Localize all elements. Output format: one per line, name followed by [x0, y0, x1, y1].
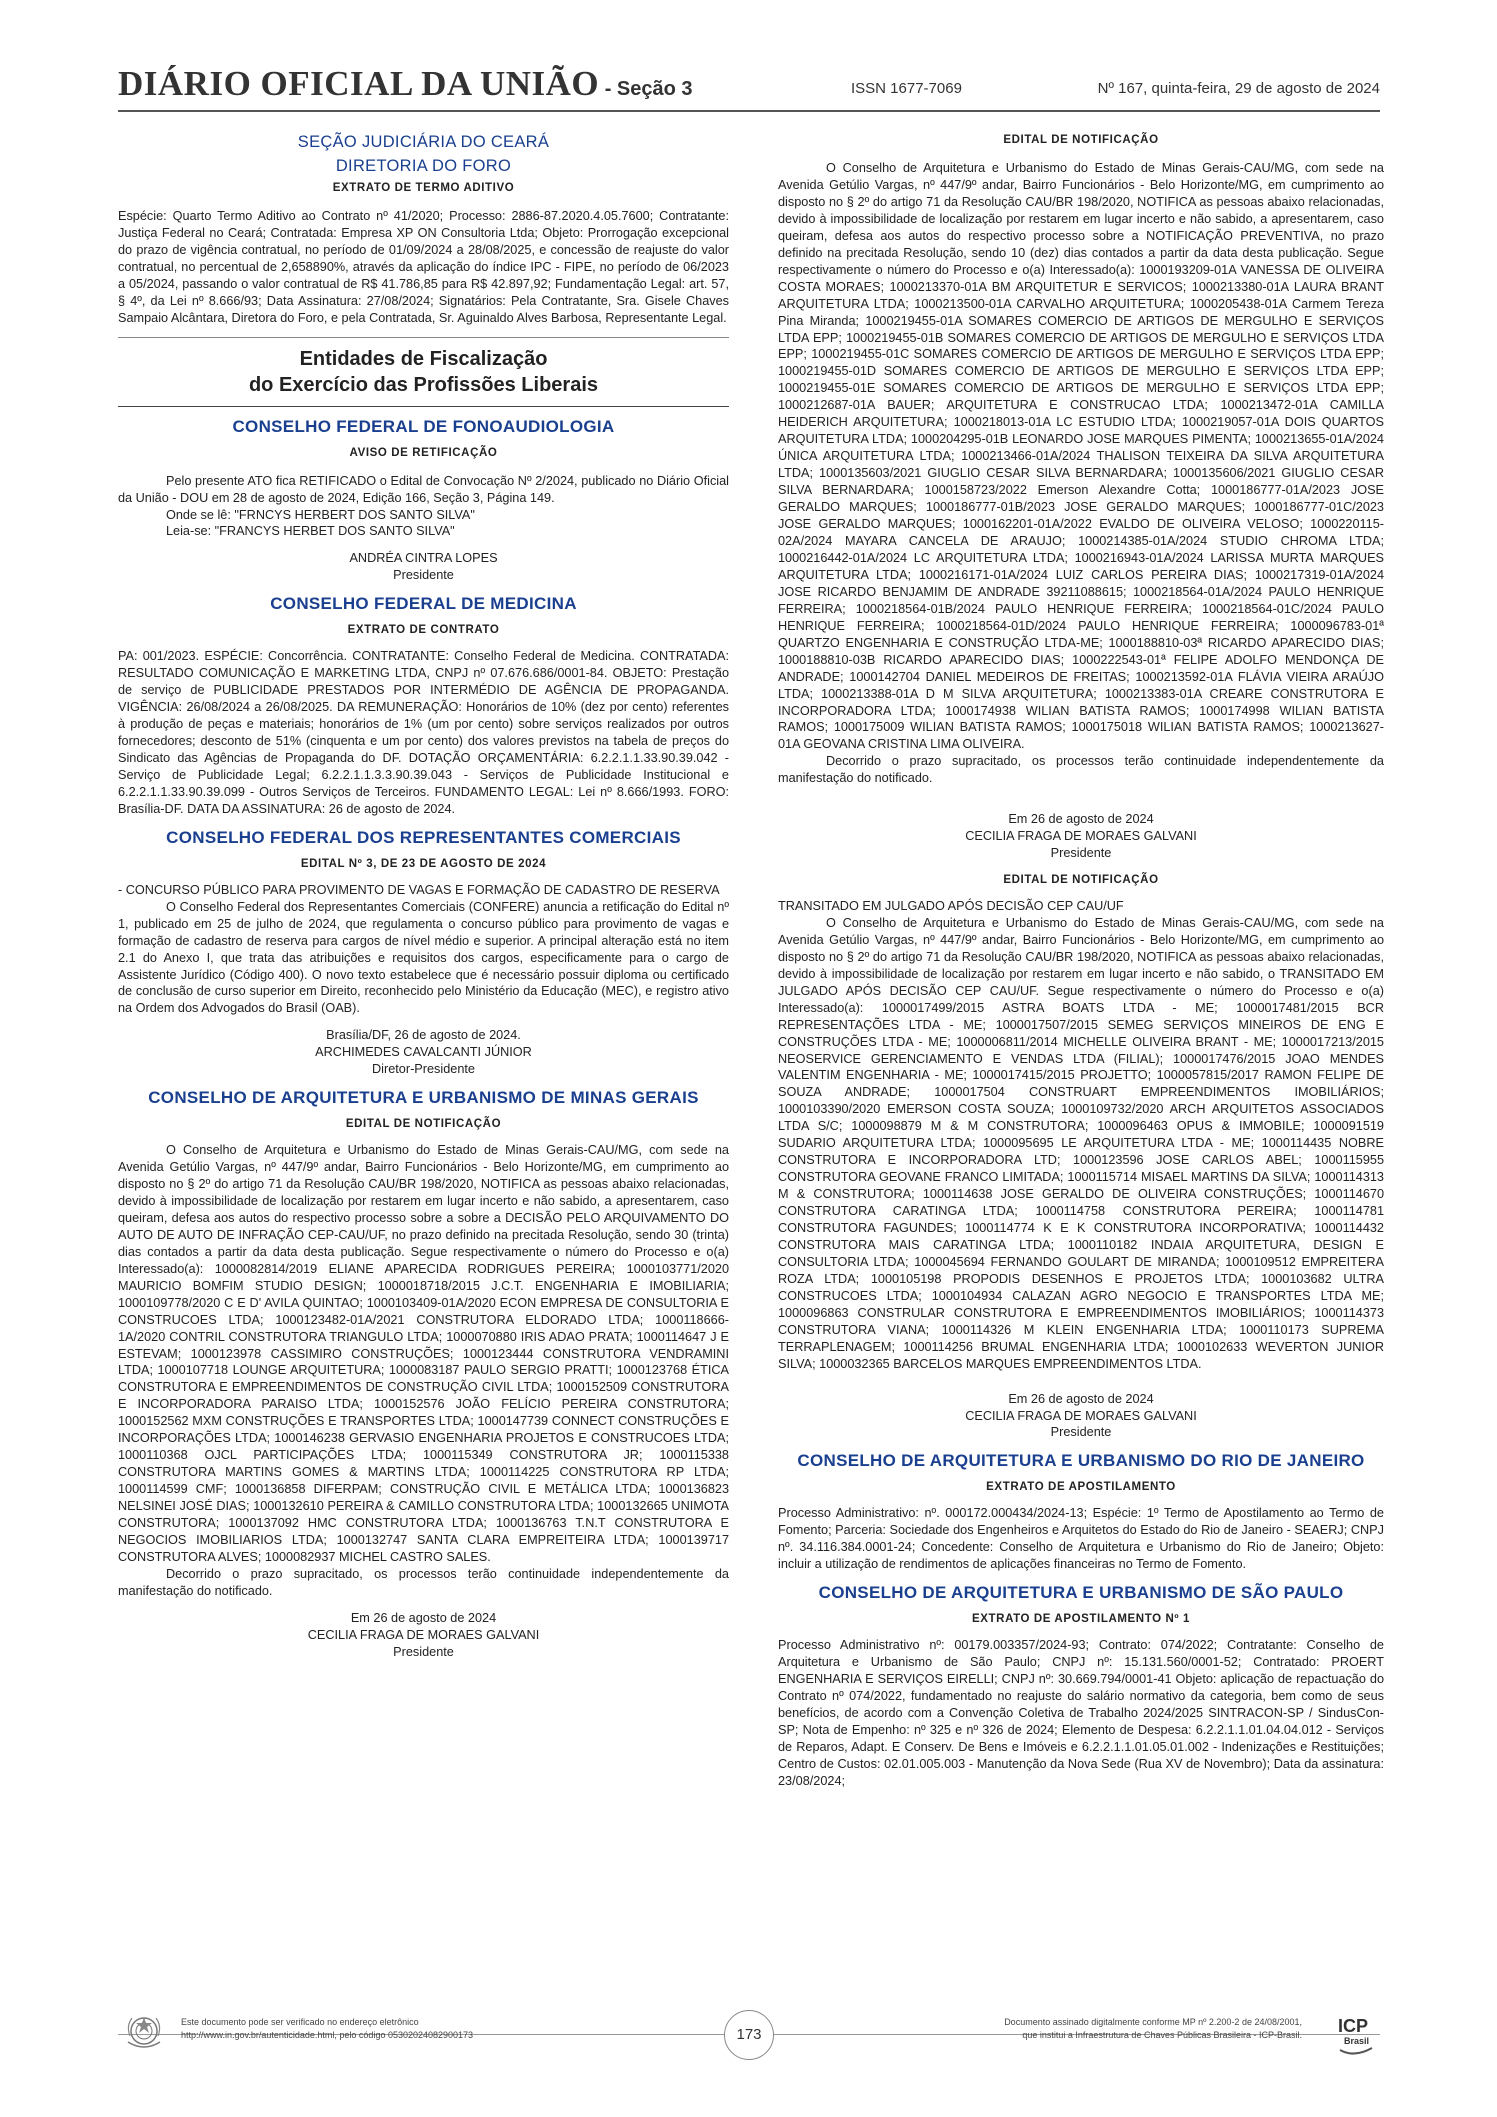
notice-date: Em 26 de agosto de 2024	[1008, 812, 1154, 827]
icp-logo-subtext: Brasil	[1344, 2036, 1370, 2046]
notice-heading: EDITAL Nº 3, DE 23 DE AGOSTO DE 2024	[300, 857, 547, 870]
signature-line-2: que institui a Infraestrutura de Chaves Públicas Brasileira - ICP-Brasil.	[1022, 2030, 1302, 2040]
left-column	[118, 130, 729, 1661]
issue-date: Nº 167, quinta-feira, 29 de agosto de 2024	[1097, 80, 1380, 97]
entidades-banner	[118, 346, 729, 398]
place-date: Brasília/DF, 26 de agosto de 2024.	[326, 1028, 521, 1043]
caumg-notice	[118, 1088, 729, 1660]
notice-date: Em 26 de agosto de 2024	[1008, 1391, 1154, 1406]
notice-closing: Decorrido o prazo supracitado, os processos terão continuidade independentemente da manifestação do notificado.	[118, 1566, 729, 1598]
divider	[118, 406, 729, 407]
page-footer	[118, 2010, 1380, 2065]
verification-note	[181, 2016, 473, 2042]
banner-line-1: Entidades de Fiscalização	[299, 347, 548, 370]
signatory-name: CECILIA FRAGA DE MORAES GALVANI	[965, 829, 1197, 844]
signatory-role: Presidente	[1050, 1425, 1112, 1440]
caumg-edital-transitado	[778, 874, 1384, 1441]
icp-brasil-logo	[1320, 2010, 1380, 2062]
signatory-name: CECILIA FRAGA DE MORAES GALVANI	[307, 1627, 540, 1642]
divider	[118, 337, 729, 338]
coat-of-arms-icon	[122, 2012, 166, 2054]
right-column	[778, 130, 1384, 1790]
notice-heading: EXTRATO DE CONTRATO	[347, 624, 500, 637]
org-title: CONSELHO DE ARQUITETURA E URBANISMO DE SÃO PAULO	[818, 1583, 1344, 1603]
ceara-notice	[118, 130, 729, 327]
org-title: CONSELHO FEDERAL DOS REPRESENTANTES COMERCIAIS	[166, 827, 681, 847]
org-title: CONSELHO FEDERAL DE MEDICINA	[270, 594, 577, 614]
correction-line-1: Onde se lê: "FRNCYS HERBERT DOS SANTO SILVA"	[166, 507, 475, 522]
notice-body: Pelo presente ATO fica RETIFICADO o Edital de Convocação Nº 2/2024, publicado no Diário Oficial da União - DOU em 28 de agosto de 2024, Edição 166, Seção 3, Página 149.	[118, 473, 729, 505]
notice-heading: EDITAL DE NOTIFICAÇÃO	[345, 1118, 502, 1131]
medicina-notice	[118, 594, 729, 818]
org-title: CONSELHO FEDERAL DE FONOAUDIOLOGIA	[232, 416, 615, 436]
notice-body: O Conselho de Arquitetura e Urbanismo do Estado de Minas Gerais-CAU/MG, com sede na Avenida Getúlio Vargas, nº 447/9º andar, Bairro Funcionários - Belo Horizonte/MG, em cumprimento ao disposto no § 2º do artigo 71 da Resolução CAU/BR 198/2020, NOTIFICA as pessoas abaixo relacionadas, devido à impossibilidade de localização por restarem em lugar incerto e não sabido, a apresentarem, caso queiram, defesa aos autos do respectivo processo sobre a sobre a DECISÃO PELO ARQUIVAMENTO DO AUTO DE AUTO DE INFRAÇÃO CEP-CAU/UF, no prazo definido na precitada Resolução, sendo 30 (trinta) dias contados a partir da data desta publicação. Segue respectivamente o número do Processo e o(a) Interessado(a): 1000082814/2019 ELIANE APARECIDA RODRIGUES PEREIRA; 1000103771/2020 MAURICIO BOMFIM STUDIO DESIGN; 1000018718/2015 J.C.T. ENGENHARIA E IMOBILIARIA; 1000109778/2020 C E D' AVILA QUINTAO; 1000103409-01A/2020 ECON EMPRESA DE CONSULTORIA E CONSTRUCOES LTDA; 1000123482-01A/2021 CONSTRUTORA ELDORADO LTDA; 1000118666- 1A/2020 CONTRIL CONSTRUTORA TRIANGULO LTDA; 1000070880 IRIS ADAO PRATA; 1000114647 J E ESTEVAM; 1000123978 CASSIMIRO CONSTRUÇÕES; 1000123444 CONSTRUTORA VENDRAMINI LTDA; 1000107718 LOUNGE ARQUITETURA; 1000083187 PAULO SERGIO PRATTI; 1000123768 ÉTICA CONSTRUTORA E EMPREENDIMENTOS DE CONSTRUÇÃO CIVIL LTDA; 1000152509 CONSTRUTORA E INCORPORADORA PARAISO LTDA; 1000152576 JOÃO FELÍCIO PEREIRA CONSTRUTORA; 1000152562 MXM CONSTRUÇÕES E TRANSPORTES LTDA; 1000147739 CONNECT CONSTRUÇÕES E INCORPORAÇÕES LTDA; 1000146238 GERVASIO ENGENHARIA PROJETOS E CONSTRUCOES LTDA; 1000110368 OJCL PARTICIPAÇÕES LTDA; 1000115349 CONSTRUTORA JR; 1000115338 CONSTRUTORA MARTINS GOMES & MARTINS LTDA; 1000114225 CONSTRUTORA RP LTDA; 1000114599 CMF; 1000136858 DIFERPAM; CONSTRUÇÃO CIVIL E METÁLICA LTDA; 1000136823 NELSINEI JOSÉ DIAS; 1000132610 PEREIRA & CAMILLO CONSTRUTORA LTDA; 1000132665 UNIMOTA CONSTRUTORA; 1000137092 HMC CONSTRUTORA LTDA; 1000136763 T.N.T CONSTRUTORA E NEGOCIOS IMOBILIARIOS LTDA; 1000132747 SANTA CLARA EMPREITEIRA LTDA; 1000139717 CONSTRUTORA ALVES; 1000082937 MICHEL CASTRO SALES.	[118, 1143, 729, 1564]
notice-intro: TRANSITADO EM JULGADO APÓS DECISÃO CEP CAU/UF	[778, 898, 1124, 913]
notice-date: Em 26 de agosto de 2024	[350, 1610, 497, 1625]
notice-heading: EDITAL DE NOTIFICAÇÃO	[1003, 873, 1159, 886]
section-title: SEÇÃO JUDICIÁRIA DO CEARÁ	[297, 133, 550, 151]
signature-line-1: Documento assinado digitalmente conforme MP nº 2.200-2 de 24/08/2001,	[1004, 2017, 1302, 2027]
subsection-title: DIRETORIA DO FORO	[335, 157, 512, 175]
notice-intro: - CONCURSO PÚBLICO PARA PROVIMENTO DE VAGAS E FORMAÇÃO DE CADASTRO DE RESERVA	[118, 882, 720, 897]
fono-notice	[118, 417, 729, 585]
banner-line-2: do Exercício das Profissões Liberais	[248, 373, 599, 396]
signatory-role: Presidente	[393, 568, 454, 583]
caumg-edital-preventiva	[778, 134, 1384, 862]
notice-heading: EXTRATO DE TERMO ADITIVO	[332, 182, 515, 194]
verification-line-1: Este documento pode ser verificado no endereço eletrônico	[181, 2017, 419, 2027]
page-number: 173	[724, 2010, 774, 2060]
signatory-role: Presidente	[1050, 846, 1112, 861]
notice-heading: EDITAL DE NOTIFICAÇÃO	[1003, 134, 1159, 146]
notice-body: O Conselho Federal dos Representantes Comerciais (CONFERE) anuncia a retificação do Edital nº 1, publicado em 25 de julho de 2024, que regulamenta o concurso público para provimento de vagas e formação de cadastro de reserva para cargos de nível médio e superior. A principal alteração está no item 2.1 do Anexo I, que trata das atribuições e requisitos dos cargos, especificamente para o cargo de Assistente Jurídico (Código 400). O novo texto estabelece que é necessário possuir diploma ou certificado de conclusão de curso superior em Direito, reconhecido pelo Ministério da Educação (MEC), e registro ativo na Ordem dos Advogados do Brasil (OAB).	[118, 899, 729, 1016]
notice-heading: EXTRATO DE APOSTILAMENTO Nº 1	[972, 1613, 1190, 1626]
notice-body: PA: 001/2023. ESPÉCIE: Concorrência. CONTRATANTE: Conselho Federal de Medicina. CONTRATADA: RESULTADO COMUNICAÇÃO E MARKETING LTDA, CNPJ nº 07.676.686/0001-84. OBJETO: Prestação de serviço de PUBLICIDADE PRESTADOS POR INTERMÉDIO DE AGÊNCIA DE PROPAGANDA. VIGÊNCIA: 26/08/2024 a 26/08/2025. DA REMUNERAÇÃO: Honorários de 10% (dez por cento) referentes à produção de peças e materiais; honorários de 1% (um por cento) sobre serviços realizados por outros fornecedores; desconto de 51% (cinquenta e um por cento) dos valores previstos na tabela de preços do Sindicato das Agências de Propaganda do DF. DOTAÇÃO ORÇAMENTÁRIA: 6.2.2.1.1.33.90.39.042 - Serviço de Publicidade Legal; 6.2.2.1.1.3.3.90.39.043 - Serviços de Publicidade Institucional e 6.2.2.1.1.33.90.39.099 - Outros Serviços de Terceiros. FUNDAMENTO LEGAL: Lei nº 8.666/1993. FORO: Brasília-DF. DATA DA ASSINATURA: 26 de agosto de 2024.	[118, 649, 729, 816]
notice-closing: Decorrido o prazo supracitado, os processos terão continuidade independentemente da manifestação do notificado.	[778, 754, 1384, 786]
verification-line-2: http://www.in.gov.br/autenticidade.html, pelo código 05302024082900173	[181, 2030, 474, 2040]
notice-body: O Conselho de Arquitetura e Urbanismo do Estado de Minas Gerais-CAU/MG, com sede na Avenida Getúlio Vargas, nº 447/9º andar, Bairro Funcionários - Belo Horizonte/MG, em cumprimento ao disposto no § 2º do artigo 71 da Resolução CAU/BR 198/2020, NOTIFICA as pessoas abaixo relacionadas, devido à impossibilidade de localização por restarem em lugar incerto e não sabido, o TRANSITADO EM JULGADO APÓS DECISÃO CEP CAU/UF. Segue respectivamente o número do Processo e o(a) Interessado(a): 1000017499/2015 ASTRA BOATS LTDA - ME; 1000017481/2015 BCR REPRESENTAÇÕES LTDA - ME; 1000017507/2015 SEMEG SERVIÇOS MINEIROS DE ENG E CONSTRUÇÕES LTDA - ME; 1000006811/2014 MICHELLE OLIVEIRA BRANT - ME; 1000017213/2015 NEOSERVICE GERENCIAMENTO E VENDAS LTDA (FILIAL); 1000017476/2015 JOAO MENDES VALENTIM ENGENHARIA - ME; 1000017415/2015 PROJETTO; 1000057815/2017 RAMON FELIPE DE SOUZA ANDRADE; 1000017504 CONSTRUART EMPREENDIMENTOS IMOBILIÁRIOS; 1000103390/2020 EMERSON COSTA SOUZA; 1000109732/2020 ARCH ARQUITETOS ASSOCIADOS LTDA S/C; 1000098879 M & M CONSTRUTORA; 1000096463 OPUS & IMMOBILE; 1000091519 SUDARIO ARQUITETURA LTDA; 1000095695 LE ARQUITETURA LTDA - ME; 1000114435 NOBRE CONSTRUTORA E INCORPORADORA LTD; 1000123596 JOSE CARLOS ABEL; 1000115955 CONSTRUTORA GEOVANE FRANCO LIMITADA; 1000115714 MISAEL MARTINS DA SILVA; 1000114313 M & CONSTRUTORA; 1000114638 JOSE GERALDO DE OLIVEIRA CONSTRUÇÕES; 1000114670 CONSTRUTORA CARATINGA LTDA; 1000114758 CONSTRUTORA PEREIRA; 1000114781 CONSTRUTORA FAGUNDES; 1000114774 K E K CONSTRUTORA INCORPORATIVA; 1000114432 CONSTRUTORA MAIS CARATINGA LTDA; 1000110182 INDAIA ARQUITETURA, DESIGN E CONSULTORIA LTDA; 1000045694 FERNANDO GOULART DE MIRANDA; 1000109512 EMPREITERA ROZA LTDA; 1000105198 PROPODIS DESENHOS E PROJETOS LTDA; 1000103682 ULTRA CONSTRUCOES LTDA; 1000104934 CALAZAN AGRO NEGOCIO E TRANSPORTES LTDA ME; 1000096863 CONSTRULAR CONSTRUTORA E EMPREENDIMENTOS IMOBILIÁRIOS; 1000114373 CONSTRUTORA VIANA; 1000114326 M KLEIN ENGENHARIA LTDA; 1000110173 SUPREMA TERRAPLENAGEM; 1000114256 BRUMAL ENGENHARIA LTDA; 1000102633 WEVERTON JUNIOR SILVA; 1000032365 BARCELOS MARQUES EMPREENDIMENTOS LTDA.	[778, 915, 1384, 1371]
org-title: CONSELHO DE ARQUITETURA E URBANISMO DO RIO DE JANEIRO	[797, 1451, 1365, 1471]
newspaper-title: DIÁRIO OFICIAL DA UNIÃO - Seção 3	[118, 64, 693, 103]
correction-line-2: Leia-se: "FRANCYS HERBET DOS SANTO SILVA"	[166, 524, 455, 539]
signature-note	[1004, 2016, 1302, 2042]
masthead-divider	[118, 110, 1380, 112]
signatory-name: CECILIA FRAGA DE MORAES GALVANI	[965, 1408, 1197, 1423]
notice-body: Processo Administrativo: nº. 000172.000434/2024-13; Espécie: 1º Termo de Apostilamento ao Termo de Fomento; Parceria: Sociedade dos Engenheiros e Arquitetos do Estado do Rio de Janeiro - SEAERJ; CNPJ nº. 34.116.384.0001-24; Concedente: Conselho de Arquitetura e Urbanismo do Rio de Janeiro; Objeto: incluir a utilização de rendimentos de aplicações financeiras no Termo de Fomento.	[778, 1506, 1384, 1572]
icp-logo-text: ICP	[1338, 2016, 1369, 2036]
notice-body: Espécie: Quarto Termo Aditivo ao Contrato nº 41/2020; Processo: 2886-87.2020.4.05.7600; Contratante: Justiça Federal no Ceará; Contratada: Empresa XP ON Consultoria Ltda; Objeto: Prorrogação excepcional do prazo de vigência contratual, no período de 01/09/2024 a 28/08/2025, e concessão de reajuste do valor contratual, no percentual de 2,658890%, através da aplicação do índice IPC - FIPE, no período de 06/2023 a 05/2024, passando o valor contratual de R$ 41.786,85 para R$ 42.897,92; Fundamentação Legal: art. 57, § 4º, da Lei nº 8.666/93; Data Assinatura: 27/08/2024; Signatários: Pela Contratante, Sra. Gisele Chaves Sampaio Alcântara, Diretora do Foro, e pela Contratada, Sr. Aguinaldo Alves Barbosa, Representante Legal.	[118, 209, 729, 325]
notice-body: Processo Administrativo nº: 00179.003357/2024-93; Contrato: 074/2022; Contratante: Conselho de Arquitetura e Urbanismo de São Paulo; CNPJ nº: 15.131.560/0001-52; Contratado: PROERT ENGENHARIA E SERVIÇOS EIRELLI; CNPJ nº: 30.669.794/0001-41 Objeto: aplicação de repactuação do Contrato nº 074/2022, fundamentado no reajuste do salário normativo da categoria, bem como de seus benefícios, de acordo com a Convenção Coletiva de Trabalho 2024/2025 SINTRACON-SP / SindusCon-SP; Nota de Empenho: nº 325 e nº 326 de 2024; Elemento de Despesa: 6.2.2.1.1.01.04.04.012 - Serviços de Reparos, Adapt. E Conserv. De Bens e Imóveis e 6.2.2.1.1.01.05.01.002 - Indenizações e Restituições; Centro de Custos: 02.01.005.003 - Manutenção da Nova Sede (Rua XV de Novembro); Data da assinatura: 23/08/2024;	[778, 1638, 1384, 1788]
signatory-name: ANDRÉA CINTRA LOPES	[349, 551, 498, 566]
issn: ISSN 1677-7069	[851, 80, 962, 97]
caurj-notice	[778, 1451, 1384, 1573]
notice-body: O Conselho de Arquitetura e Urbanismo do Estado de Minas Gerais-CAU/MG, com sede na Avenida Getúlio Vargas, nº 447/9º andar, Bairro Funcionários - Belo Horizonte/MG, em cumprimento ao disposto no § 2º do artigo 71 da Resolução CAU/BR 198/2020, NOTIFICA as pessoas abaixo relacionadas, devido à impossibilidade de localização por restarem em lugar incerto e não sabido, a apresentarem, caso queiram, defesa aos autos do respectivo processo sobre a NOTIFICAÇÃO PREVENTIVA, no prazo definido na precitada Resolução, sendo 10 (dez) dias contados a partir da data desta publicação. Segue respectivamente o número do Processo e o(a) Interessado(a): 1000193209-01A VANESSA DE OLIVEIRA COSTA MORAES; 1000213370-01A BM ARQUITETUR E SERVICOS; 1000213380-01A LAURA BRANT ARQUITETURA LTDA; 1000213500-01A CARVALHO ARQUITETURA; 1000205438-01A Carmem Tereza Pina Miranda; 1000219455-01A SOMARES COMERCIO DE ARTIGOS DE MERGULHO E SERVIÇOS LTDA EPP; 1000219455-01B SOMARES COMERCIO DE ARTIGOS DE MERGULHO E SERVIÇOS LTDA EPP; 1000219455-01C SOMARES COMERCIO DE ARTIGOS DE MERGULHO E SERVIÇOS LTDA EPP; 1000219455-01D SOMARES COMERCIO DE ARTIGOS DE MERGULHO E SERVIÇOS LTDA EPP; 1000219455-01E SOMARES COMERCIO DE ARTIGOS DE MERGULHO E SERVIÇOS LTDA EPP; 1000212687-01A BAUER; ARQUITETURA E CONSTRUCAO LTDA; 1000213472-01A CAMILLA HEIDERICH ARQUITETURA; 1000218013-01A LC ESTUDIO LTDA; 1000219057-01A DOIS QUARTOS ARQUITETURA LTDA; 1000204295-01B LEONARDO JOSE MARQUES PIMENTA; 1000213655-01A/2024 ÚNICA ARQUITETURA LTDA; 1000213466-01A/2024 THALISON TEIXEIRA DA SILVA ARQUITETURA LTDA; 1000135603/2021 GIUGLIO CESAR SILVA BERNARDARA; 1000135606/2021 GIUGLIO CESAR SILVA BERNARDARA; 1000158723/2022 Emerson Alexandre Cotta; 1000186777-01A/2023 JOSE GERALDO MARQUES; 1000186777-01B/2023 JOSE GERALDO MARQUES; 1000186777-01C/2023 JOSE GERALDO MARQUES; 1000162201-01A/2022 EVALDO DE OLIVEIRA VELOSO; 1000220115-02A/2024 MAYARA CANCELA DE ARAUJO; 1000214385-01A/2024 STUDIO CHROMA LTDA; 1000216442-01A/2024 LC ARQUITETURA LTDA; 1000216943-01A/2024 LARISSA MURTA MARQUES ARQUITETURA LTDA; 1000216171-01A/2024 LUIZ CARLOS PEREIRA DIAS; 1000217319-01A/2024 JOSE RICARDO BENJAMIM DE ANDRADE 39211088615; 1000218564-01A/2024 PAULO HENRIQUE FERREIRA; 1000218564-01B/2024 PAULO HENRIQUE FERREIRA; 1000218564-01C/2024 PAULO HENRIQUE FERREIRA; 1000218564-01D/2024 PAULO HENRIQUE FERREIRA; 1000096783-01ª QUARTZO ENGENHARIA E CONSTRUÇÃO LTDA-ME; 1000188810-03ª RICARDO APARECIDO DIAS; 1000188810-03B RICARDO APARECIDO DIAS; 1000222543-01ª FELIPE ADOLFO MENDONÇA DE ANDRADE; 1000142704 DANIEL MEDEIROS DE FREITAS; 1000213592-01A FLÁVIA VIEIRA ARAÚJO LTDA; 1000213388-01A D M SILVA ARQUITETURA; 1000213383-01A CREARE CONSTRUTORA E INCORPORADORA LTDA; 1000174938 WILIAN BATISTA RAMOS; 1000174998 WILIAN BATISTA RAMOS; 1000175009 WILIAN BATISTA RAMOS; 1000175018 WILIAN BATISTA RAMOS; 1000213627-01A GEOVANA CRISTINA LIMA OLIVEIRA.	[778, 161, 1384, 752]
notice-heading: EXTRATO DE APOSTILAMENTO	[986, 1481, 1176, 1494]
confere-notice	[118, 828, 729, 1078]
signatory-name: ARCHIMEDES CAVALCANTI JÚNIOR	[315, 1045, 532, 1060]
org-title: CONSELHO DE ARQUITETURA E URBANISMO DE MINAS GERAIS	[148, 1088, 699, 1108]
section-label: - Seção 3	[599, 78, 693, 100]
signatory-role: Presidente	[393, 1644, 454, 1659]
causp-notice	[778, 1583, 1384, 1790]
notice-heading: AVISO DE RETIFICAÇÃO	[349, 446, 498, 459]
signatory-role: Diretor-Presidente	[372, 1062, 475, 1077]
masthead	[118, 64, 1380, 110]
